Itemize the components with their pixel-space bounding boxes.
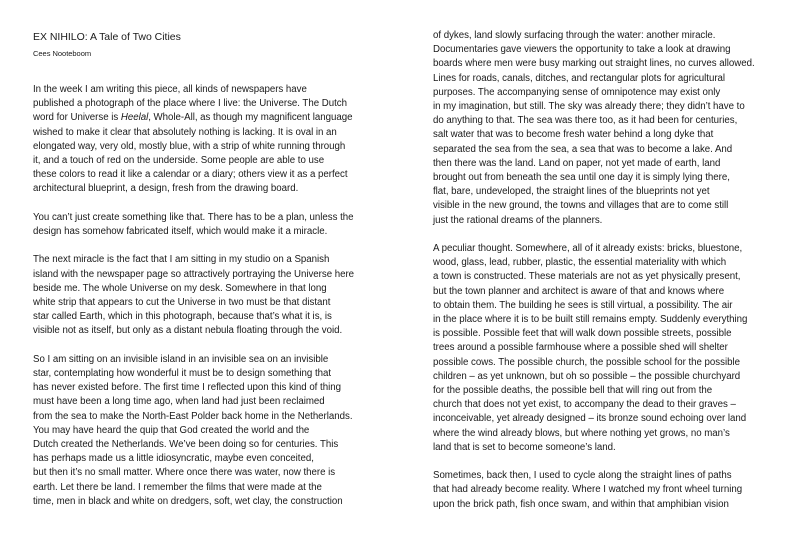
- text-line: wished to make it clear that absolutely nothing is lacking. It is oval in an: [33, 126, 337, 138]
- right-column: [433, 29, 793, 526]
- text-line: brought out from beneath the sea until one day it is simply lying there,: [433, 172, 730, 184]
- text-line: published a photograph of the place where I live: the Universe. The Dutch: [33, 98, 347, 110]
- paragraph: [433, 29, 793, 228]
- text-line: You may have heard the quip that God created the world and the: [33, 424, 310, 436]
- text-line: island with the newspaper page so attractively portraying the Universe here: [33, 268, 355, 280]
- text-line: children – as yet unknown, but oh so possible – the possible churchyard: [433, 370, 741, 382]
- text-line: earth. Let there be land. I remember the films that were made at the: [33, 481, 322, 493]
- text-line: a town is constructed. These materials are not as yet physically present,: [433, 271, 741, 283]
- text-line: inconceivable, yet already designed – its bronze sound echoing over land: [433, 413, 747, 425]
- text-line: trees around a possible farmhouse where a possible shed will shelter: [433, 342, 728, 354]
- text-line: visible in the new ground, the towns and villages that are to come still: [433, 200, 729, 212]
- text-line: A peculiar thought. Somewhere, all of it already exists: bricks, bluestone,: [433, 243, 743, 255]
- text-line: You can’t just create something like that. There has to be a plan, unless the: [33, 211, 354, 223]
- paragraph: [33, 211, 393, 239]
- text-line: from the sea to make the North-East Polder back home in the Netherlands.: [33, 410, 353, 422]
- emphasized-word: Heelal: [120, 112, 149, 124]
- text-line: it, and a touch of red on the underside. Some people are able to use: [33, 155, 325, 167]
- paragraph: [433, 469, 793, 512]
- text-line: beside me. The whole Universe on my desk. Somewhere in that long: [33, 282, 327, 294]
- text-line: is possible. Possible feet that will walk down possible streets, possible: [433, 328, 732, 340]
- text-line: has perhaps made us a little idiosyncratic, maybe even conceited,: [33, 453, 314, 465]
- text-line: church that does not yet exist, to accompany the dead to their graves –: [433, 399, 736, 411]
- article-author: Cees Nooteboom: [33, 49, 92, 58]
- text-line: separated the sea from the sea, a sea that was to become a lake. And: [433, 143, 733, 155]
- text-line: Sometimes, back then, I used to cycle along the straight lines of paths: [433, 470, 732, 482]
- text-line: Lines for roads, canals, ditches, and rectangular plots for agricultural: [433, 72, 726, 84]
- text-line: Documentaries gave viewers the opportunity to take a look at drawing: [433, 44, 731, 56]
- text-line: land that is set to become someone’s land.: [433, 441, 616, 453]
- text-line: then there was the land. Land on paper, not yet made of earth, land: [433, 157, 721, 169]
- text-line: star, contemplating how wonderful it must be to design something that: [33, 368, 332, 380]
- right-page: [433, 0, 785, 533]
- paragraph: [433, 242, 793, 455]
- text-line: that had already become reality. Where I watched my front wheel turning: [433, 484, 743, 496]
- left-page: [33, 0, 385, 533]
- text-line: but then it’s no small matter. Where once there was water, now there is: [33, 467, 336, 479]
- paragraph: [33, 83, 393, 197]
- text-line: word for Universe is Heelal, Whole-All, as though my magnificent language: [33, 112, 353, 124]
- text-line: elongated way, very old, mostly blue, with a strip of white running through: [33, 140, 346, 152]
- text-line: for the possible deaths, the possible bell that will ring out from the: [433, 385, 713, 397]
- article-title: EX NIHILO: A Tale of Two Cities: [33, 31, 181, 43]
- text-line: star called Earth, which in this photograph, because that’s what it is, is: [33, 311, 332, 323]
- text-line: architectural blueprint, a design, fresh from the drawing board.: [33, 183, 299, 195]
- paragraph: [33, 353, 393, 509]
- text-line: time, men in black and white on dredgers, soft, wet clay, the construction: [33, 495, 343, 507]
- paragraph: [33, 253, 393, 338]
- text-line: where the wind already blows, but where nothing yet grows, no man’s: [433, 427, 730, 439]
- text-line: possible cows. The possible church, the possible school for the possible: [433, 356, 740, 368]
- text-line: visible not as itself, but only as a distant nebula floating through the void.: [33, 325, 343, 337]
- left-column: [33, 83, 393, 523]
- text-line: wood, glass, lead, rubber, plastic, the essential materiality with which: [433, 257, 727, 269]
- text-line: In the week I am writing this piece, all kinds of newspapers have: [33, 84, 307, 95]
- text-line: So I am sitting on an invisible island in an invisible sea on an invisible: [33, 353, 329, 365]
- text-line: boards where men were busy marking out straight lines, no curves allowed.: [433, 58, 755, 70]
- text-line: must have been a long time ago, when land had just been reclaimed: [33, 396, 325, 408]
- text-line: purposes. The accompanying sense of omnipotence may exist only: [433, 86, 721, 98]
- text-line: flat, bare, undeveloped, the straight lines of the blueprints not yet: [433, 186, 710, 198]
- text-line: just the rational dreams of the planners.: [433, 214, 603, 226]
- text-line: Dutch created the Netherlands. We’ve been doing so for centuries. This: [33, 439, 339, 451]
- text-line: in my imagination, but still. The sky was already there; they didn’t have to: [433, 101, 745, 113]
- text-line: has never existed before. The first time I reflected upon this kind of thing: [33, 382, 341, 394]
- text-line: these colors to read it like a calendar or a diary; others view it as a perfect: [33, 169, 348, 181]
- text-line: to obtain them. The building he sees is still virtual, a possibility. The air: [433, 299, 733, 311]
- text-line: but the town planner and architect is aware of that and knows where: [433, 285, 725, 297]
- text-line: salt water that was to become fresh water behind a long dyke that: [433, 129, 714, 141]
- text-line: upon the brick path, fish once swam, and within that amphibian vision: [433, 498, 729, 510]
- text-line: of dykes, land slowly surfacing through the water: another miracle.: [433, 30, 716, 41]
- text-line: in the place where it is to be built still remains empty. Suddenly everything: [433, 314, 748, 326]
- text-line: do anything to that. The sea was there too, as it had been for centuries,: [433, 115, 738, 127]
- text-line: white strip that appears to cut the Universe in two must be that distant: [33, 297, 331, 309]
- text-line: The next miracle is the fact that I am sitting in my studio on a Spanish: [33, 254, 330, 266]
- text-line: design has somehow fabricated itself, which would make it a miracle.: [33, 226, 328, 238]
